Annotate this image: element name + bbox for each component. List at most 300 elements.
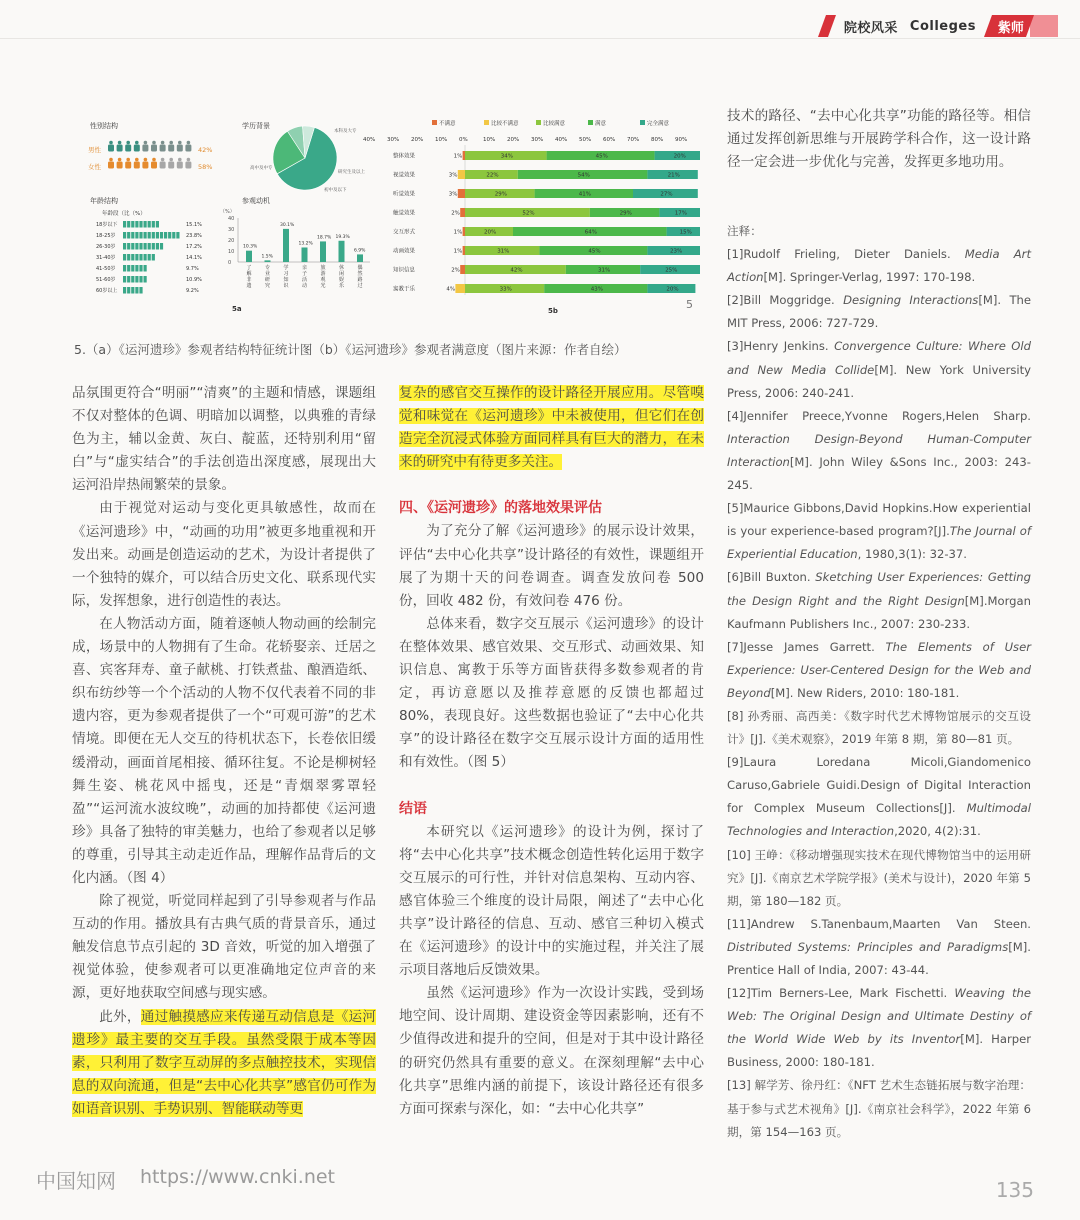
- motive-pct: 6.9%: [354, 248, 366, 254]
- figure-svg: [80, 105, 700, 323]
- row-label: 视觉效果: [393, 172, 416, 179]
- segment-value: 52%: [522, 210, 535, 217]
- age-bar-unit: [127, 254, 130, 261]
- reference-text: [4]Jennifer Preece,Yvonne Rogers,Helen Sharp.: [727, 408, 1031, 423]
- motive-label-char: 闲: [339, 271, 345, 277]
- age-bar-unit: [127, 265, 130, 272]
- motive-label-char: 专: [265, 265, 271, 271]
- reference-4: [727, 405, 1031, 497]
- age-bar-unit: [123, 232, 126, 239]
- motive-bar: [320, 241, 326, 262]
- age-bar-unit: [123, 276, 126, 283]
- bar-slightly-dissatisfied: [455, 284, 465, 293]
- column-2: [399, 382, 704, 1121]
- age-header: 年龄段（比（%）: [102, 211, 146, 217]
- reference-title: Distributed Systems: Principles and Paradigms: [727, 939, 1009, 954]
- motive-label-char: 偶: [357, 265, 363, 271]
- age-bar-unit: [127, 276, 130, 283]
- motive-label-char: 非: [246, 277, 252, 283]
- age-bar-unit: [152, 221, 155, 228]
- age-bar-unit: [144, 265, 147, 272]
- segment-value: 45%: [595, 153, 608, 160]
- neg-value: 1%: [453, 248, 463, 255]
- motive-chart: [228, 216, 370, 289]
- person-head: [109, 141, 113, 145]
- bar-slightly-dissatisfied: [458, 170, 465, 179]
- motive-label-char: 路: [357, 277, 363, 283]
- header-pink-block: [1030, 15, 1058, 37]
- col1-para-1: 品氛围更符合“明丽”“清爽”的主题和情感，课题组不仅对整体的色调、明暗加以调整，以典雅的青绿色为主，辅以金黄、灰白、靛蓝，还特别利用“留白”与“虚实结合”的手法创造出深度感，展现出大运河沿岸热闹繁荣的景象。: [72, 385, 376, 494]
- segment-value: 31%: [497, 248, 510, 255]
- axis-tick: 80%: [651, 137, 664, 143]
- axis-tick: 30%: [531, 137, 544, 143]
- person-head: [126, 158, 130, 162]
- age-bar-unit: [131, 287, 134, 294]
- reference-text: [1]Rudolf Frieling, Dieter Daniels.: [727, 247, 965, 262]
- legend-label: 完全满意: [647, 121, 670, 127]
- motive-label-char: 然: [357, 271, 363, 277]
- reference-tail: [M]. The MIT Press, 2006: 727-729.: [727, 293, 1032, 331]
- age-bar-unit: [135, 265, 138, 272]
- segment-value: 17%: [674, 210, 688, 217]
- motive-tick: 20: [228, 238, 235, 244]
- segment-value: 34%: [500, 153, 514, 160]
- neg-value: 1%: [453, 229, 463, 236]
- segment-value: 33%: [499, 286, 512, 293]
- person-body: [117, 145, 123, 152]
- reference-text: [5]Maurice Gibbons,David Hopkins.How experiential is your experience-based program?[J].: [727, 501, 1031, 539]
- motive-label-char: 解: [246, 271, 252, 277]
- age-pct: 9.2%: [186, 288, 199, 294]
- header-stripe: [818, 15, 836, 37]
- brand-label: 紫师: [997, 20, 1024, 36]
- row-label: 触觉效果: [393, 210, 416, 217]
- edu-label-0: 本科及大专: [334, 129, 357, 134]
- age-bar-unit: [172, 232, 175, 239]
- header-divider: [0, 38, 1080, 39]
- age-bar-unit: [144, 232, 147, 239]
- highlighted-text-2: 复杂的感官交互操作的设计路径开展应用。尽管嗅觉和味觉在《运河遗珍》中未被使用，但它们在创造完全沉浸式体验方面同样具有巨大的潜力，在未来的研究中有待更多关注。: [399, 385, 704, 471]
- bar-dissatisfied: [458, 189, 465, 198]
- motive-label-char: 亲: [302, 265, 308, 271]
- person-head: [126, 141, 130, 145]
- age-label: 18-25岁: [96, 233, 116, 239]
- edu-title: 学历背景: [242, 122, 270, 130]
- neg-value: 1%: [453, 153, 463, 160]
- age-label: 60岁以上: [96, 288, 118, 294]
- col2-para-2: 总体来看，数字交互展示《运河遗珍》的设计在整体效果、感官效果、交互形式、动画效果、知识信息、寓教于乐等方面皆获得多数参观者的肯定，再访意愿以及推荐意愿的反馈也都超过 80%，表现良好。这些数据也验证了“去中心化共享”的设计路径在数字交互展示设计方面的适用性和有效性。（图 5）: [399, 615, 704, 771]
- motive-bar: [283, 229, 289, 262]
- person-body: [142, 162, 148, 169]
- person-body: [142, 145, 148, 152]
- age-bar-unit: [131, 221, 134, 228]
- motive-bar: [246, 251, 252, 262]
- segment-value: 20%: [484, 229, 497, 236]
- reference-2: [727, 289, 1031, 335]
- female-pct: 58%: [198, 163, 213, 171]
- reference-9: [727, 751, 1031, 843]
- segment-value: 43%: [590, 286, 604, 293]
- male-label: 男性: [88, 146, 101, 154]
- age-label: 31-40岁: [96, 255, 116, 261]
- person-body: [117, 162, 123, 169]
- segment-value: 45%: [588, 248, 601, 255]
- segment-value: 21%: [667, 172, 680, 179]
- person-head: [187, 141, 191, 145]
- age-bar-unit: [139, 243, 142, 250]
- neg-value: 2%: [451, 210, 460, 217]
- person-head: [144, 141, 148, 145]
- bar-dissatisfied: [463, 227, 465, 236]
- notes-section: [727, 220, 1031, 1144]
- bar-dissatisfied: [460, 265, 465, 274]
- motive-label-char: 了: [246, 265, 252, 271]
- age-bar-unit: [139, 265, 142, 272]
- reference-text: [11]Andrew S.Tanenbaum,Maarten Van Steen.: [727, 916, 1031, 931]
- reference-tail: [M]. John Wiley &Sons Inc., 2003: 243-245.: [727, 454, 1031, 493]
- person-body: [168, 162, 174, 169]
- age-pct: 10.9%: [186, 277, 202, 283]
- axis-tick: 0%: [459, 137, 468, 143]
- segment-value: 23%: [670, 248, 683, 255]
- age-bar-unit: [144, 276, 147, 283]
- age-bar-unit: [164, 232, 167, 239]
- person-head: [169, 141, 173, 145]
- axis-tick: 50%: [579, 137, 592, 143]
- person-body: [177, 162, 183, 169]
- age-bar-unit: [127, 287, 130, 294]
- age-bar-unit: [144, 254, 147, 261]
- motive-label-char: 习: [283, 271, 289, 277]
- column-3: [727, 105, 1031, 174]
- age-bar-unit: [148, 221, 151, 228]
- satisfaction-legend: [432, 119, 670, 127]
- segment-value: 31%: [598, 267, 611, 274]
- edu-label-1: 高中及中专: [250, 166, 273, 171]
- axis-tick: 30%: [387, 137, 400, 143]
- age-bar-unit: [168, 232, 171, 239]
- page-number: 135: [995, 1178, 1034, 1202]
- legend-swatch: [588, 120, 593, 125]
- motive-pct: 18.7%: [317, 235, 332, 241]
- segment-value: 20%: [666, 286, 679, 293]
- reference-title: The Elements of User Experience: User-Centered Design for the Web and Beyond: [727, 639, 1032, 700]
- age-bar-unit: [139, 232, 142, 239]
- motive-label-char: 学: [283, 265, 289, 271]
- section-name-cn: 院校风采: [843, 20, 898, 36]
- sublabel-5b: 5b: [548, 307, 558, 315]
- reference-tail: [M]. Springer-Verlag, 1997: 170-198.: [763, 270, 976, 285]
- age-pct: 15.1%: [186, 222, 202, 228]
- age-pct: 14.1%: [186, 255, 202, 261]
- age-bar-unit: [131, 254, 134, 261]
- age-label: 51-60岁: [96, 277, 116, 283]
- motive-tick: 30: [228, 227, 235, 233]
- age-pct: 17.2%: [186, 244, 202, 250]
- motive-pct: 1.5%: [261, 254, 273, 260]
- person-head: [152, 158, 156, 162]
- col2-para-4: 虽然《运河遗珍》作为一次设计实践，受到场地空间、设计周期、建设资金等因素影响，还有不少值得改进和提升的空间，但是对于其中设计路径的研究仍然具有重要的意义。在深刻理解“去中心化共享”思维内涵的前提下，该设计路径还有很多方面可探索与深化，如：“去中心化共享”: [399, 985, 704, 1117]
- reference-title: Sketching User Experiences: Getting the Design Right and the Right Design: [727, 570, 1031, 608]
- col1-para-4: 除了视觉，听觉同样起到了引导参观者与作品互动的作用。播放具有古典气质的背景音乐，通过触发信息节点引起的 3D 音效，听觉的加入增强了视觉体验，使参观者可以更准确地定位声音的来源，更好地获取空间感与现实感。: [72, 893, 376, 1002]
- age-label: 41-50岁: [96, 266, 116, 272]
- person-body: [134, 145, 140, 152]
- reference-list: [727, 243, 1031, 1144]
- reference-3: [727, 335, 1031, 404]
- gender-pictogram: [108, 141, 191, 169]
- segment-value: 25%: [665, 267, 678, 274]
- gender-title: 性别结构: [90, 122, 118, 130]
- segment-value: 54%: [577, 172, 590, 179]
- person-head: [187, 158, 191, 162]
- age-bar-unit: [156, 221, 159, 228]
- reference-tail: [M]. Harper Business, 2000: 180-181.: [727, 1032, 1031, 1070]
- age-bar-unit: [176, 232, 179, 239]
- segment-value: 41%: [578, 191, 592, 198]
- person-body: [151, 162, 157, 169]
- age-bar-unit: [144, 221, 147, 228]
- motive-bar: [357, 254, 363, 262]
- person-head: [161, 158, 165, 162]
- figure-caption: 5.（a）《运河遗珍》参观者结构特征统计图（b）《运河遗珍》参观者满意度（图片来源：作者自绘）: [74, 342, 627, 357]
- neg-value: 3%: [448, 172, 458, 179]
- age-bar-unit: [139, 287, 142, 294]
- segment-value: 42%: [510, 267, 523, 274]
- motive-label-char: 休: [339, 265, 345, 271]
- axis-tick: 10%: [435, 137, 448, 143]
- motive-tick: 10: [228, 249, 235, 255]
- motive-label-char: 过: [357, 283, 363, 289]
- motive-unit: （%）: [220, 209, 235, 215]
- motive-title: 参观动机: [242, 197, 270, 205]
- person-body: [185, 162, 191, 169]
- motive-label-char: 动: [302, 283, 308, 289]
- reference-text: [3]Henry Jenkins.: [727, 339, 835, 354]
- legend-label: 比较不满意: [491, 121, 519, 127]
- age-bar-unit: [148, 243, 151, 250]
- axis-tick: 40%: [363, 137, 376, 143]
- column-1: [72, 382, 376, 1121]
- age-bar-unit: [144, 243, 147, 250]
- axis-tick: 40%: [555, 137, 568, 143]
- reference-title: Weaving the Web: The Original Design and Ultimate Destiny of the World Wide Web by its Inventor: [727, 986, 1031, 1047]
- motive-label-char: 遗: [246, 283, 252, 289]
- bar-dissatisfied: [463, 246, 465, 255]
- age-bar-unit: [131, 232, 134, 239]
- age-bar-unit: [148, 254, 151, 261]
- row-label: 交互形式: [393, 229, 416, 236]
- motive-label-char: 识: [283, 283, 289, 289]
- reference-title: The Journal of Experiential Education: [727, 524, 1031, 562]
- person-body: [177, 145, 183, 152]
- satisfaction-chart: [363, 137, 700, 295]
- reference-7: [727, 636, 1031, 705]
- age-bar-unit: [123, 254, 126, 261]
- figure-number: 5: [686, 298, 693, 311]
- age-bar-unit: [135, 287, 138, 294]
- axis-tick: 20%: [507, 137, 520, 143]
- reference-tail: ,2020, 4(2):31.: [894, 824, 981, 839]
- figure-5: [80, 105, 700, 323]
- age-bar-unit: [148, 232, 151, 239]
- reference-5: [727, 497, 1031, 566]
- person-head: [109, 158, 113, 162]
- legend-label: 不满意: [439, 121, 456, 127]
- age-bar-unit: [135, 243, 138, 250]
- edu-label-2: 研究生及以上: [338, 170, 365, 175]
- col2-para-1: 为了充分了解《运河遗珍》的展示设计效果，评估“去中心化共享”设计路径的有效性，课题组开展了为期十天的问卷调查。调查发放问卷 500 份，回收 482 份，有效问卷 476 份。: [399, 523, 704, 609]
- reference-text: [2]Bill Moggridge.: [727, 293, 844, 308]
- person-head: [144, 158, 148, 162]
- col1-para-2: 由于视觉对运动与变化更具敏感性，故而在《运河遗珍》中，“动画的功用”被更多地重视和开发出来。动画是创造运动的艺术，为设计者提供了一个独特的媒介，可以结合历史文化、联系现代实际，发挥想象，进行创造性的表达。: [72, 500, 376, 609]
- reference-1: [727, 243, 1031, 289]
- reference-text: [13] 解学芳、徐丹红：《NFT 艺术生态链拓展与数字治理：基于参与式艺术视角》[J].《南京社会科学》，2022 年第 6 期，第 154—163 页。: [727, 1078, 1031, 1139]
- highlighted-text-1: 通过触摸感应来传递互动信息是《运河遗珍》最主要的交互手段。虽然受限于成本等因素，只利用了数字互动屏的多点触控技术，实现信息的双向流通，但是“去中心化共享”感官仍可作为如语音识别、手势识别、智能联动等更: [72, 1008, 377, 1117]
- age-bar-unit: [160, 243, 163, 250]
- bar-dissatisfied: [460, 208, 465, 217]
- age-bar-unit: [127, 221, 130, 228]
- person-body: [125, 162, 131, 169]
- motive-bar: [339, 241, 345, 262]
- person-body: [125, 145, 131, 152]
- age-label: 18岁以下: [96, 222, 118, 228]
- age-bar-unit: [156, 232, 159, 239]
- age-bars: [96, 221, 202, 294]
- motive-label-char: 究: [265, 283, 271, 289]
- axis-tick: 10%: [483, 137, 496, 143]
- reference-tail: [M]. New York University Press, 2006: 240-241.: [727, 362, 1031, 400]
- age-bar-unit: [160, 232, 163, 239]
- age-bar-unit: [156, 243, 159, 250]
- age-bar-unit: [139, 276, 142, 283]
- reference-10: [727, 844, 1031, 913]
- legend-label: 比较满意: [543, 121, 566, 127]
- motive-label-char: 活: [302, 277, 308, 283]
- axis-tick: 90%: [675, 137, 688, 143]
- segment-value: 29%: [619, 210, 632, 217]
- age-bar-unit: [123, 243, 126, 250]
- age-title: 年龄结构: [90, 197, 118, 205]
- axis-tick: 60%: [603, 137, 616, 143]
- motive-label-char: 业: [265, 271, 271, 277]
- motive-label-char: 乐: [339, 283, 345, 289]
- legend-swatch: [432, 120, 437, 125]
- age-bar-unit: [123, 287, 126, 294]
- motive-bar: [302, 247, 308, 262]
- reference-text: [12]Tim Berners-Lee, Mark Fischetti.: [727, 986, 955, 1001]
- reference-tail: [M]. Prentice Hall of India, 2007: 43-44.: [727, 939, 1031, 977]
- motive-label-char: 子: [302, 271, 308, 277]
- reference-tail: [M]. New Riders, 2010: 180-181.: [770, 685, 960, 700]
- col2-para-3: 本研究以《运河遗珍》的设计为例，探讨了将“去中心化共享”技术概念创造性转化运用于数字交互展示的可行性，并针对信息架构、互动内容、感官体验三个维度的设计局限，阐述了“去中心化共享”设计路径的信息、互动、感官三种切入模式在《运河遗珍》的设计中的实施过程，并关注了展示项目落地后反馈效果。: [399, 823, 704, 979]
- col2-para-0: [399, 382, 704, 474]
- section-heading-4: 四、《运河遗珍》的落地效果评估: [399, 500, 602, 517]
- notes-title: 注释：: [727, 224, 762, 238]
- person-body: [160, 162, 166, 169]
- age-bar-unit: [139, 254, 142, 261]
- reference-tail: [M].Morgan Kaufmann Publishers Inc., 2007: 230-233.: [727, 593, 1031, 631]
- age-bar-unit: [135, 254, 138, 261]
- age-bar-unit: [131, 276, 134, 283]
- age-bar-unit: [131, 243, 134, 250]
- neg-value: 4%: [446, 286, 456, 293]
- person-head: [178, 141, 182, 145]
- legend-swatch: [484, 120, 489, 125]
- motive-label-char: 娱: [339, 277, 345, 283]
- segment-value: 27%: [660, 191, 673, 198]
- reference-text: [6]Bill Buxton.: [727, 570, 816, 585]
- col1-para-5: [72, 1006, 376, 1121]
- person-head: [135, 141, 139, 145]
- reference-8: [727, 705, 1031, 751]
- motive-bar: [265, 260, 271, 262]
- person-body: [151, 145, 157, 152]
- reference-text: [10] 王峥：《移动增强现实技术在现代博物馆当中的运用研究》[J].《南京艺术学院学报》(美术与设计)，2020 年第 5 期，第 180—182 页。: [727, 847, 1031, 908]
- reference-title: Designing Interactions: [843, 293, 979, 308]
- female-label: 女性: [88, 163, 101, 171]
- axis-tick: 70%: [627, 137, 640, 143]
- reference-12: [727, 982, 1031, 1074]
- motive-label-char: 游: [320, 271, 326, 277]
- age-bar-unit: [152, 232, 155, 239]
- person-body: [108, 162, 114, 169]
- row-label: 动画效果: [393, 248, 416, 255]
- age-bar-unit: [127, 243, 130, 250]
- age-bar-unit: [131, 265, 134, 272]
- motive-label-char: 旅: [320, 265, 326, 271]
- legend-label: 满意: [595, 121, 607, 127]
- edu-pie: [273, 126, 337, 190]
- motive-pct: 13.2%: [298, 241, 313, 247]
- motive-label-char: 光: [320, 283, 326, 289]
- age-pct: 9.7%: [186, 266, 199, 272]
- sublabel-5a: 5a: [232, 305, 242, 313]
- brand-block: [984, 15, 1034, 37]
- col1-para-5-lead: 此外，: [99, 1008, 141, 1025]
- motive-tick: 40: [228, 216, 235, 222]
- person-head: [161, 141, 165, 145]
- col1-para-3: 在人物活动方面，随着逐帧人物动画的绘制完成，场景中的人物拥有了生命。花轿娶亲、迁居之喜、宾客拜寿、童子献桃、打铁煮盐、酿酒造纸、织布纺纱等一个个活动的人物不仅代表着不同的非遗内容，更为参观者提供了一个“可观可游”的艺术情境。即便在无人交互的待机状态下，长卷依旧缓缓滑动，画面首尾相接、循环往复。不论是柳树轻舞生姿、桃花风中摇曳，还是“青烟翠雾罩轻盈”“运河流水波纹晚”，动画的加持都使《运河遗珍》具备了独特的审美魅力，也给了参观者以足够的尊重，引导其主动走近作品，理解作品背后的文化内涵。（图 4）: [72, 615, 376, 886]
- person-body: [168, 145, 174, 152]
- row-label: 整体效果: [393, 153, 416, 160]
- motive-pct: 10.3%: [243, 244, 258, 250]
- motive-label-char: 知: [283, 277, 289, 283]
- axis-tick: 20%: [411, 137, 424, 143]
- neg-value: 2%: [451, 267, 460, 274]
- age-pct: 23.8%: [186, 233, 202, 239]
- segment-value: 29%: [494, 191, 508, 198]
- legend-swatch: [640, 120, 645, 125]
- age-bar-unit: [123, 221, 126, 228]
- age-bar-unit: [135, 276, 138, 283]
- cnki-url-watermark: https://www.cnki.net: [140, 1166, 336, 1188]
- segment-value: 15%: [679, 229, 692, 236]
- male-pct: 42%: [198, 146, 213, 154]
- reference-title: Interaction Design-Beyond Human-Computer Interaction: [727, 431, 1031, 469]
- person-body: [185, 145, 191, 152]
- bar-dissatisfied: [463, 151, 465, 160]
- motive-tick: 0: [228, 260, 232, 266]
- row-label: 知识信息: [393, 267, 416, 274]
- reference-title: Media Art Action: [727, 247, 1031, 285]
- reference-13: [727, 1074, 1031, 1143]
- age-bar-unit: [152, 243, 155, 250]
- age-bar-unit: [123, 265, 126, 272]
- person-head: [118, 141, 122, 145]
- age-bar-unit: [135, 232, 138, 239]
- legend-swatch: [536, 120, 541, 125]
- person-body: [160, 145, 166, 152]
